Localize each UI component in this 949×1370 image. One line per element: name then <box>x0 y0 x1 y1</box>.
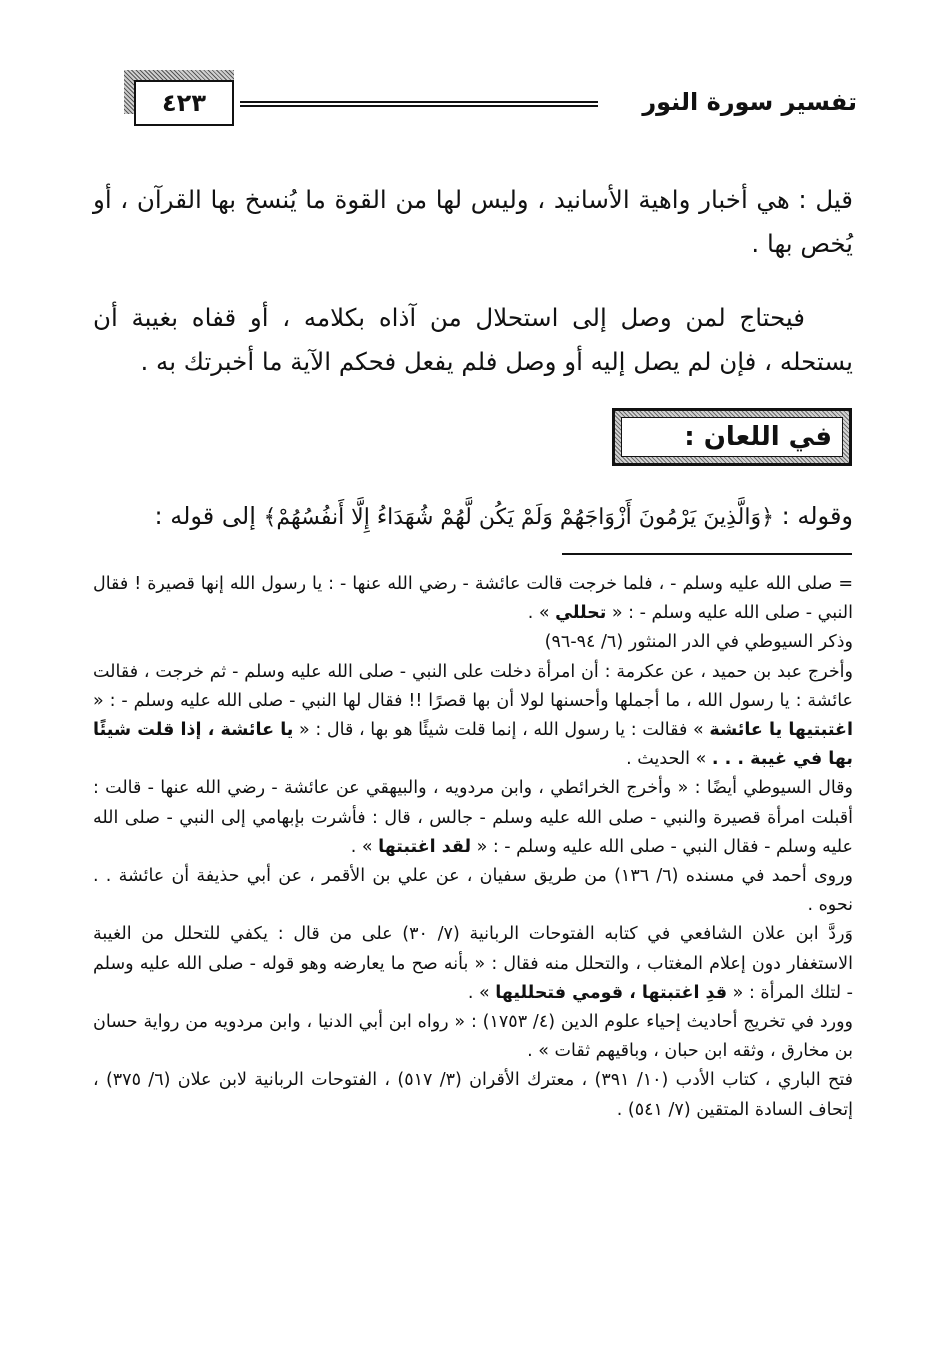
quran-verse: ﴿وَالَّذِينَ يَرْمُونَ أَزْوَاجَهُمْ وَلَمْ يَكُن لَّهُمْ شُهَدَاءُ إِلَّا أَنفُسُهُمْ﴾ <box>263 505 775 530</box>
paragraph-2 <box>93 296 853 384</box>
header-double-rule <box>240 101 598 111</box>
paragraph-text: فيحتاج لمن وصل إلى استحلال من آذاه بكلامه ، أو قفاه بغيبة أن يستحله ، فإن لم يصل إليه أو وصل فلم يفعل فحكم الآية ما أخبرتك به . <box>93 303 853 376</box>
running-header-title: تفسير سورة النور <box>642 88 857 116</box>
footnote-para: وروى أحمد في مسنده (٦/ ١٣٦) من طريق سفيان ، عن علي بن الأقمر ، عن أبي حذيفة أن عائشة . . نحوه . <box>93 866 853 916</box>
footnotes <box>93 570 853 1125</box>
paragraph-text: قيل : هي أخبار واهية الأسانيد ، وليس لها من القوة ما يُنسخ بها القرآن ، أو يُخص بها . <box>93 185 853 258</box>
footnote-para: فتح الباري ، كتاب الأدب (١٠/ ٣٩١) ، معترك الأقران (٣/ ٥١٧) ، الفتوحات الربانية لابن علان (٦/ ٣٧٥) ، إتحاف السادة المتقين (٧/ ٥٤١) . <box>93 1070 853 1120</box>
footnote-bold: اغتبتيها يا عائشة <box>709 720 854 741</box>
footnote-para: وورد في تخريج أحاديث إحياء علوم الدين (٤/ ١٧٥٣) : « رواه ابن أبي الدنيا ، وابن مردويه من رواية حسان بن مخارق ، وثقه ابن حبان ، وباقيهم ثقات » . <box>93 1012 853 1062</box>
footnote-separator <box>562 553 852 555</box>
footnote-text: وَردَّ ابن علان الشافعي في كتابه الفتوحات الربانية (٧/ ٣٠) على من قال : يكفي للتحلل من الغيبة الاستغفار دون إعلام المغتاب ، والتحلل منه فقال : « بأنه صح ما يعارضه وهو قوله - صلى الله عليه وسلم - لتلك المرأة : « <box>93 924 854 1003</box>
footnote-para <box>93 570 853 628</box>
page-number-box <box>134 80 234 126</box>
footnote-para <box>93 774 853 862</box>
footnote-para <box>93 920 853 1008</box>
section-heading: في اللعان : <box>621 417 843 457</box>
verse-intro: وقوله : <box>774 502 853 530</box>
footnote-bold: لقد اغتبتها <box>378 836 472 857</box>
footnote-bold: تحللي <box>555 603 607 624</box>
footnote-text: » . <box>467 982 496 1003</box>
footnote-text: » الحديث . <box>626 749 712 770</box>
footnote-bold: يا عائشة ، إذا قلت شيئًا بها في غيبة . . . <box>93 720 853 770</box>
footnote-text: » فقالت : يا رسول الله ، إنما قلت شيئًا هو بها ، قال : « <box>293 720 710 741</box>
footnote-para: وذكر السيوطي في الدر المنثور (٦/ ٩٤-٩٦) <box>544 632 853 653</box>
footnote-text: » . <box>350 836 379 857</box>
footnote-para <box>93 658 853 775</box>
footnote-text: = صلى الله عليه وسلم - ، فلما خرجت قالت عائشة - رضي الله عنها - : يا رسول الله إنها قصيرة ! فقال النبي - صلى الله عليه وسلم - : « <box>93 574 853 624</box>
footnote-text: وقال السيوطي أيضًا : « وأخرج الخرائطي ، وابن مردويه ، والبيهقي عن عائشة - رضي الله عنها - قالت : أقبلت امرأة قصيرة والنبي - صلى الله عليه وسلم - جالس ، قال : فأشرت بإبهامي إلى النبي - صلى الله عليه وسلم - فقال النبي - صلى الله عليه وسلم - : « <box>93 778 853 857</box>
verse-outro: إلى قوله : <box>154 502 264 530</box>
paragraph-1 <box>93 178 853 266</box>
section-heading-box <box>612 408 852 466</box>
footnote-bold: قدِ اغتبتها ، قومي فتحلليها <box>495 982 728 1003</box>
footnote-text: » . <box>527 603 556 624</box>
verse-line <box>93 494 853 540</box>
footnote-text: وأخرج عبد بن حميد ، عن عكرمة : أن امرأة دخلت على النبي - صلى الله عليه وسلم - ثم خرجت ، فقالت عائشة : يا رسول الله ، ما أجملها وأحسنها لولا أن بها قصرًا !! فقال لها النبي - صلى الله عليه وسلم - : « <box>93 661 853 711</box>
page-number: ٤٢٣ <box>162 89 206 117</box>
